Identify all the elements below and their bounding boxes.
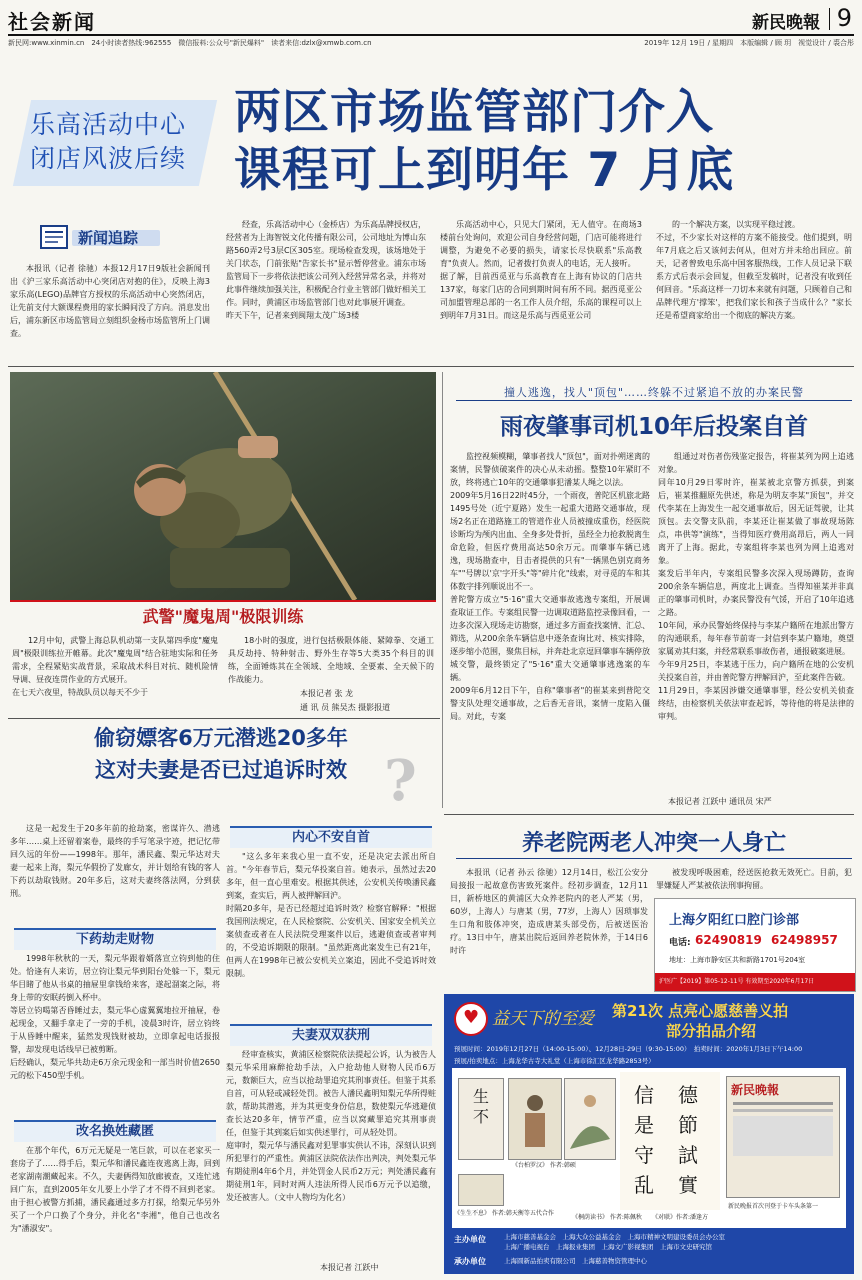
item-caption-4: 《桐荫读书》 作者:陈佩秋: [572, 1214, 642, 1221]
organizer-label: 承办单位: [454, 1257, 486, 1266]
story2-col1-text: 监控视频模糊，肇事者找人"顶包"，面对扑朔迷离的案情，民警侦破案件的决心从未动摇。整整10年紧盯不放，终将逃亡10年的交通肇事犯潘某人绳之以法。 2009年5月16日22时45分，一个雨夜，普陀区机旅北路1495号处（近宁夏路）发生一起重大道路交通事故，现场2名正在道路施工的管道作业人员被撞成重伤，经医院诊断均为颅内出血、全身多处骨折，虽经全力抢救脱离生命危险，但医疗费用高达50余万元。而肇事车辆已逃逸，现场勘查中，目击者提供的只有"一辆黑色别克商务车""号牌以'京'字开头"等"碎片化"线索，对寻觅的车和其体数字排列顺说出不一。 普陀警方成立"5·16"重大交通事故逃逸专案组，开展调查取证工作。专案组民警一边调取道路监控录像回看，一边多次深入现场走访勘察，通过多方面查找案情、汇总、筛选，从200余条车辆信息中逐条查询比对、核实排除，逐步缩小范围，聚焦目标，并奔赴北京逗回肇事车辆停放城交警，最终锁定了"5·16"重大交通肇事逃逸案的车辆。 2009年6月12日下午，自称"肇事者"的崔某来到普陀交警支队处理交通事故，之后香无音讯，案情一度陷入僵局。对此，专案: [450, 452, 650, 721]
story1-kicker: [30, 108, 186, 176]
item-caption-5: 《对联》作者:潘逢方: [652, 1214, 709, 1221]
item-caption-1: 《台柏罗汉》 作者:韩硕: [512, 1162, 576, 1169]
story3-headline-line-1: 偷窃嫖客6万元潜逃20多年: [94, 726, 348, 750]
story1-col3-text: 乐高活动中心，只见大门紧闭，无人值守。在商场3楼前台处询问，欢迎公司自身经营问题，门店可能将进行调整，为避免不必要的损失，请家长尽快联系"乐高教育"负责人。然而，记者拨打负责人的电话，无人接听。 据了解，目前西觅亚与乐高教育在上海有协议的门店共137家，每家门店的合同到期时间有所不同。据西觅亚公司加盟管理总部的一名工作人员介绍，乐高的课程可以上到明年7月31日。而这是乐高与西觅亚公司: [440, 220, 642, 320]
story2-col2-text: 组通过对伤者伤残鉴定报告，将崔某列为网上追逃对象。 同年10月29日零时许，崔某被北京警方抓获，到案后，崔某推翻原先供述，称是为明友李某"顶包"，并交代李某在上海发生一起交通事故后，因无证驾驶，让其顶包。去交警支队前，李某还让崔某做了事故现场陈点，串供等"演练"，当得知医疗费用高昂后，两人一同离开了上海。据此，专案组将李某也列为网上追逃对象。 案发后半年内，专案组民警多次深入现场蹲防，查询200余条车辆信息，两度北上调查。当得知崔某并非真正的肇事司机时，办案民警没有气馁，开启了10年追逃之路。 10年间，承办民警始终保持与李某户籍所在地派出警方的沟通联系，每年春节前寄一封信到李某户籍地，奠望家属劝其归案，并经常联系事故伤者，通报破案进展。 今年9月25日，李某逃于压力，向户籍所在地的公安机关投案自首，并由普陀警方押解回沪，至此案件告破。 11月29日，李某因涉嫌交通肇事罪，经公安机关侦查终结，由检察机关依法审查起诉，等待他的将是法律的审判。: [658, 452, 854, 721]
item-painting-2: [508, 1078, 562, 1160]
organizer-text: 上海圆新品拍卖有限公司 上海慈善物资管理中心: [504, 1257, 647, 1265]
newspaper-icon: [38, 222, 72, 252]
item-newspaper-print: 新民晚報: [726, 1076, 840, 1198]
story1-col1: [10, 262, 210, 360]
story3-headline: [16, 722, 426, 786]
paper-name: 新民晚報: [752, 13, 820, 33]
header-date-line: 2019年 12月 19日 / 星期四 本版编辑 / 顾 玥 视觉设计 / 裘合彤: [644, 39, 854, 47]
clinic-phone-2[interactable]: 62498957: [771, 933, 838, 947]
story1-col4-text: 的一个解决方案，以实现平稳过渡。 不过，不少家长对这样的方案不能接受。他们提到，明年7月底之后又该何去何从，但对方并未给出回应。前天，记者曾致电乐高中国客服热线，工作人员记录下联系方式后表示会回复，但截至发稿时，记者没有收到任何回音。"乐高这样一刀切本来就有问题，只顾着自己和品牌代理方'撑笨'，把我们家长和孩子当成什么？"家长还是希望商家给出一个彻底的解决方案。: [656, 220, 852, 320]
story4-right-text: 被发现呼吸困难，经送医抢救无效死亡。目前，犯罪嫌疑人严某被依法刑事拘留。: [656, 868, 852, 890]
host-text: 上海市慈善基金会 上海大众公益基金会 上海市精神文明建设委员会办公室: [504, 1233, 725, 1241]
story2-col1: [450, 450, 650, 810]
story3-sub1-paragraphs: 1998年秋秋的一天，梨元华跟着婿落宣立钧到他的住处。恰逢有人来访，居立钧让梨元华到阳台处躲一下，梨元华目睹了他从书桌的抽屉里拿钱给来客，遂起溜案之际，将身上带的安眠药倒入杯中。 等居立钧喝第否昏睡过去，梨元华心虚翼翼地拉开抽屉，卷起现金，又翻手拿走了一旁的手机，凌晨3时许，居立钧终于从昏睡中醒来，猛然发现钱财被劫，立即拿起电话报报警，却发现电话线早已被剪断。 后经确认，梨元华共劫走6万余元现金和一部当时价值2650元的松下450型手机。: [10, 954, 220, 1080]
story2-headline: 雨夜肇事司机10年后投案自首: [499, 414, 808, 440]
story3-sub3-paragraphs: "这么多年来我心里一直不安，还是决定去派出所自首。"今年春节后，梨元华投案自首。她表示，虽然过去20多年，但一直心里难安。根据其供述，公安机关传唤潘民鑫到案，查实后，两人被押解回沪。 时隔20多年，是否已经超过追诉时效？检察官解释："根据我国刑法规定，在人民检察院、公安机关、国家安全机关立案侦查或者在人民法院受理案件以后，逃避侦查或者审判的，不受追诉期限的限制。"虽然距离此案发生已有21年，但两人在1998年已被公安机关立案追，因此不受追诉时效限制。: [226, 852, 436, 978]
story3-intro: [10, 822, 220, 924]
photo-byline-1: 本报记者 张 龙: [300, 689, 354, 698]
story4-headline-rule: [456, 858, 852, 859]
painting-figure-icon: [509, 1079, 561, 1159]
story3-sub3-text: [226, 850, 436, 1020]
clinic-address: 地址：上海市静安区共和新路1701号204室: [669, 956, 806, 964]
header-rule: [8, 34, 854, 36]
painting-landscape-icon: [565, 1079, 615, 1159]
auction-title: 第21次 点亮心愿慈善义拍: [612, 1002, 789, 1020]
soldier-photo: [10, 372, 436, 600]
photo-col1-text: 12月中旬，武警上海总队机动第一支队第四季度"魔鬼周"极限训练拉开帷幕。此次"魔鬼周"结合驻地实际和任务需求，全程紧贴实战背景，采取战术科目对抗、随机险情导调、昼夜连贯作业的方式展开。 在七天六夜里，特战队员以每天不少于: [12, 636, 218, 697]
section-name: 社会新闻: [8, 10, 96, 34]
story4-text-right: [656, 866, 852, 894]
photo-illustration: [10, 372, 436, 600]
story4-headline: 养老院两老人冲突一人身亡: [521, 830, 786, 856]
story3-subhead-2: 改名换姓藏匿: [14, 1120, 216, 1142]
news-tracking-logo: [38, 222, 160, 252]
story2-bottom-rule: [444, 814, 854, 815]
story3-intro-text: 这是一起发生于20多年前的抢劫案，密谋许久、潜逃多年……桌上还留着案卷，最终的手写笔录字迹，把记忆带回久远的年份——1998年。那年，潘民鑫、梨元华达对夫妻一起来上海，梨元华假扮了发廊女，并计划给有钱的客人下药以劫取钱财。20年多后，这对夫妻终落法网，分到获刑。: [10, 824, 220, 898]
heart-icon: ♥: [454, 1002, 488, 1036]
host-label: 主办单位: [454, 1235, 486, 1244]
page-number: 9: [836, 4, 852, 32]
header-info-line: 新民网:www.xinmin.cn 24小时读者热线:962555 微信报料:公众号"新民爆料" 读者来信:dzlx@xmwb.com.cn: [8, 39, 372, 47]
headline-line-2: 课程可上到明年 7 月底: [234, 143, 735, 198]
story3-headline-line-2: 这对夫妻是否已过追诉时效: [95, 758, 347, 782]
auction-items-panel: [452, 1068, 846, 1228]
story1-col4: [656, 218, 852, 364]
story1-bottom-rule: [8, 366, 854, 367]
story2-byline: 本报记者 江跃中 通讯员 宋严: [668, 797, 772, 806]
story3-sub4-text: [226, 1048, 436, 1260]
item-painting-3: [458, 1174, 504, 1206]
question-mark-icon: ?: [384, 748, 417, 814]
header-divider: [829, 8, 830, 30]
logo-text: 新闻追踪: [78, 229, 139, 247]
story3-byline: 本报记者 江跃中: [320, 1263, 379, 1272]
auction-subtitle: 部分拍品介绍: [666, 1022, 757, 1040]
story2-kicker: 撞人逃逸，找人"顶包"……终躲不过紧追不放的办案民警: [503, 386, 805, 399]
photo-col2-text: 18小时的强度，进行包括极限体能、紧障拳、交通工具反劫持、特种射击、野外生存等5大类35个科目的训练，全面锤炼其在全领域、全地域、全要素、全天候下的作战能力。: [228, 636, 434, 684]
auction-calligraphy: 益天下的至爱: [492, 1009, 594, 1029]
story2-kicker-rule: [456, 400, 852, 401]
story1-col2-text: 经查，乐高活动中心（金桥店）为乐高品牌授权店，经营者为上海智锐文化传播有限公司，公司地址为博山东路560弄2号3层C区305室。现场检查发现，该场地处于关门状态，门前张贴"告家长书"显示暂停营业。浦东市场监管局下一步将依法把该公司列入经营异常名录，并将对此事件继续加强关注，积极配合行业主管部门做好相关工作。同时，黄浦区市场监管部门也对此事展开调查。 昨天下午，记者来到闽翔太茂广场3楼: [226, 220, 426, 320]
calligraphy-right: 德 節 試 實: [678, 1083, 698, 1197]
clinic-license: 沪医广【2019】第05-12-11号 有效期至2020年6月17日: [659, 978, 815, 985]
item-caption-3: 《生生不息》 作者:韩天衡等五代合作: [454, 1210, 554, 1217]
host-text-2: 上海广播电视台 上海报业集团 上海文广影视集团 上海市文史研究馆: [504, 1243, 712, 1251]
story1-col2: [226, 218, 426, 364]
clinic-brand: 上海夕阳红口腔门诊部: [669, 913, 800, 928]
item-painting-1: 生 不: [458, 1078, 504, 1160]
story3-subhead-4: 夫妻双双获刑: [230, 1024, 432, 1046]
page-header: [8, 6, 854, 32]
clinic-license-band: [655, 973, 855, 991]
photo-byline-2: 通 讯 员 熊吴杰 摄影报道: [300, 703, 391, 712]
clinic-phone-1[interactable]: 62490819: [695, 933, 762, 947]
story3-subhead-1: 下药劫走财物: [14, 928, 216, 950]
story3-sub1-text: [10, 952, 220, 1116]
story1-headline: [234, 84, 854, 200]
story3-subhead-3: 内心不安自首: [230, 826, 432, 848]
story3-sub4-paragraphs: 经审查核实，黄浦区检察院依法提起公诉，认为被告人梨元华采用麻醉抢劫手法，入户抢劫他人财物人民币6万元，数额巨大，应当以抢劫罪追究其刑事责任。但鉴于其系自首，可从轻或减轻处罚。被告人潘民鑫明知梨元华所得赃款，帮助其潜逃，并为其更变身份信息，数使梨元华逃避侦查长达20多年，情节严重，应当以窝藏罪追究其刑事责任，但鉴于其到案后如实供述罪行，可从轻处罚。 庭审时，梨元华与潘民鑫对犯罪事实供认不讳，深刻认识到所犯罪行的严重性。黄浦区法院依法作出判决，判处梨元华有期徒刑4年6个月，并处罚金人民币2万元；判处潘民鑫有期徒刑1年，同时对两人违法所得人民币6万元予以追缴，发还被害人。（文中人物均为化名）: [226, 1050, 436, 1202]
kicker-line-1: 乐高活动中心: [30, 110, 187, 139]
calligraphy-left: 信 是 守 乱: [634, 1083, 654, 1197]
photo-col2: [228, 634, 434, 686]
story4-text-left: [450, 866, 648, 990]
story4-left-text: 本报讯（记者 孙云 徐驰）12月14日，松江公安分局接报一起故意伤害致死案件。经初步调查，12月11日，新桥地区的黄浦区大众养老院内的老人严某（男，60岁，上海人）与唐某（男，77岁，上海人）因琐事发生口角和肢体冲突，造成唐某头部受伤，后被送医治疗。13日中午，唐某出院后返回养老院休养，于14日6时许: [450, 868, 648, 955]
headline-line-1: 两区市场监管部门介入: [234, 85, 714, 140]
photo-red-rule: [10, 600, 436, 602]
photo-col1: [12, 634, 218, 714]
story1-col3: [440, 218, 642, 364]
kicker-line-2: 闭店风波后续: [30, 144, 187, 173]
story1-col1-text: 本报讯（记者 徐驰）本报12月17日9版社会新闻刊出《沪三家乐高活动中心突闭店对抱的住》，反映上海3家乐高(LEGO)品牌官方授权的乐高活动中心突然闭店，让先前支付大额课程费用的家长瞬间没了方向。消息发出后，浦东新区市场监管局立刻组织金杨市场监管所上门调查。: [10, 264, 210, 338]
photo-bottom-rule: [8, 718, 440, 719]
item-caption-6: 新民晚报首次刊登于卡车头条第一: [728, 1203, 819, 1210]
item-painting-4: [564, 1078, 616, 1160]
story3-sub2-paragraphs: 在那个年代，6万元无疑是一笔巨款，可以在老家买一套房子了……得手后，梨元华和潘民鑫连夜逃离上海，回到老家湖南潮藏起来。不久，夫妻俩得知放廊被查，又连忙逃回广东，直到2005年女儿要上小学了才不得不回到老家。由于担心被警方抓捕，潘民鑫通过多方打探，给梨元华另外买了一个户口换了个身分，并化名"李湘"，他自己也改名为"潘淑安"。: [10, 1146, 220, 1233]
story3-sub2-text: [10, 1144, 220, 1274]
auction-preview: 预展时间：2019年12月27日（14:00-15:00）、12月28日-29日（9:30-15:00） 拍卖时间：2020年1月3日下午14:00: [454, 1045, 803, 1053]
clinic-phone-label: 电话:: [669, 938, 691, 948]
charity-auction-ad: [444, 994, 854, 1274]
clinic-ad: [654, 898, 856, 992]
column-divider: [442, 372, 443, 808]
story2-col2: [658, 450, 854, 794]
photo-title: 武警"魔鬼周"极限训练: [142, 607, 304, 626]
item-calligraphy: [620, 1072, 720, 1210]
auction-address: 预展/拍卖地点：上海龙华古寺大礼堂（上海市徐汇区龙华路2853号）: [454, 1057, 655, 1065]
